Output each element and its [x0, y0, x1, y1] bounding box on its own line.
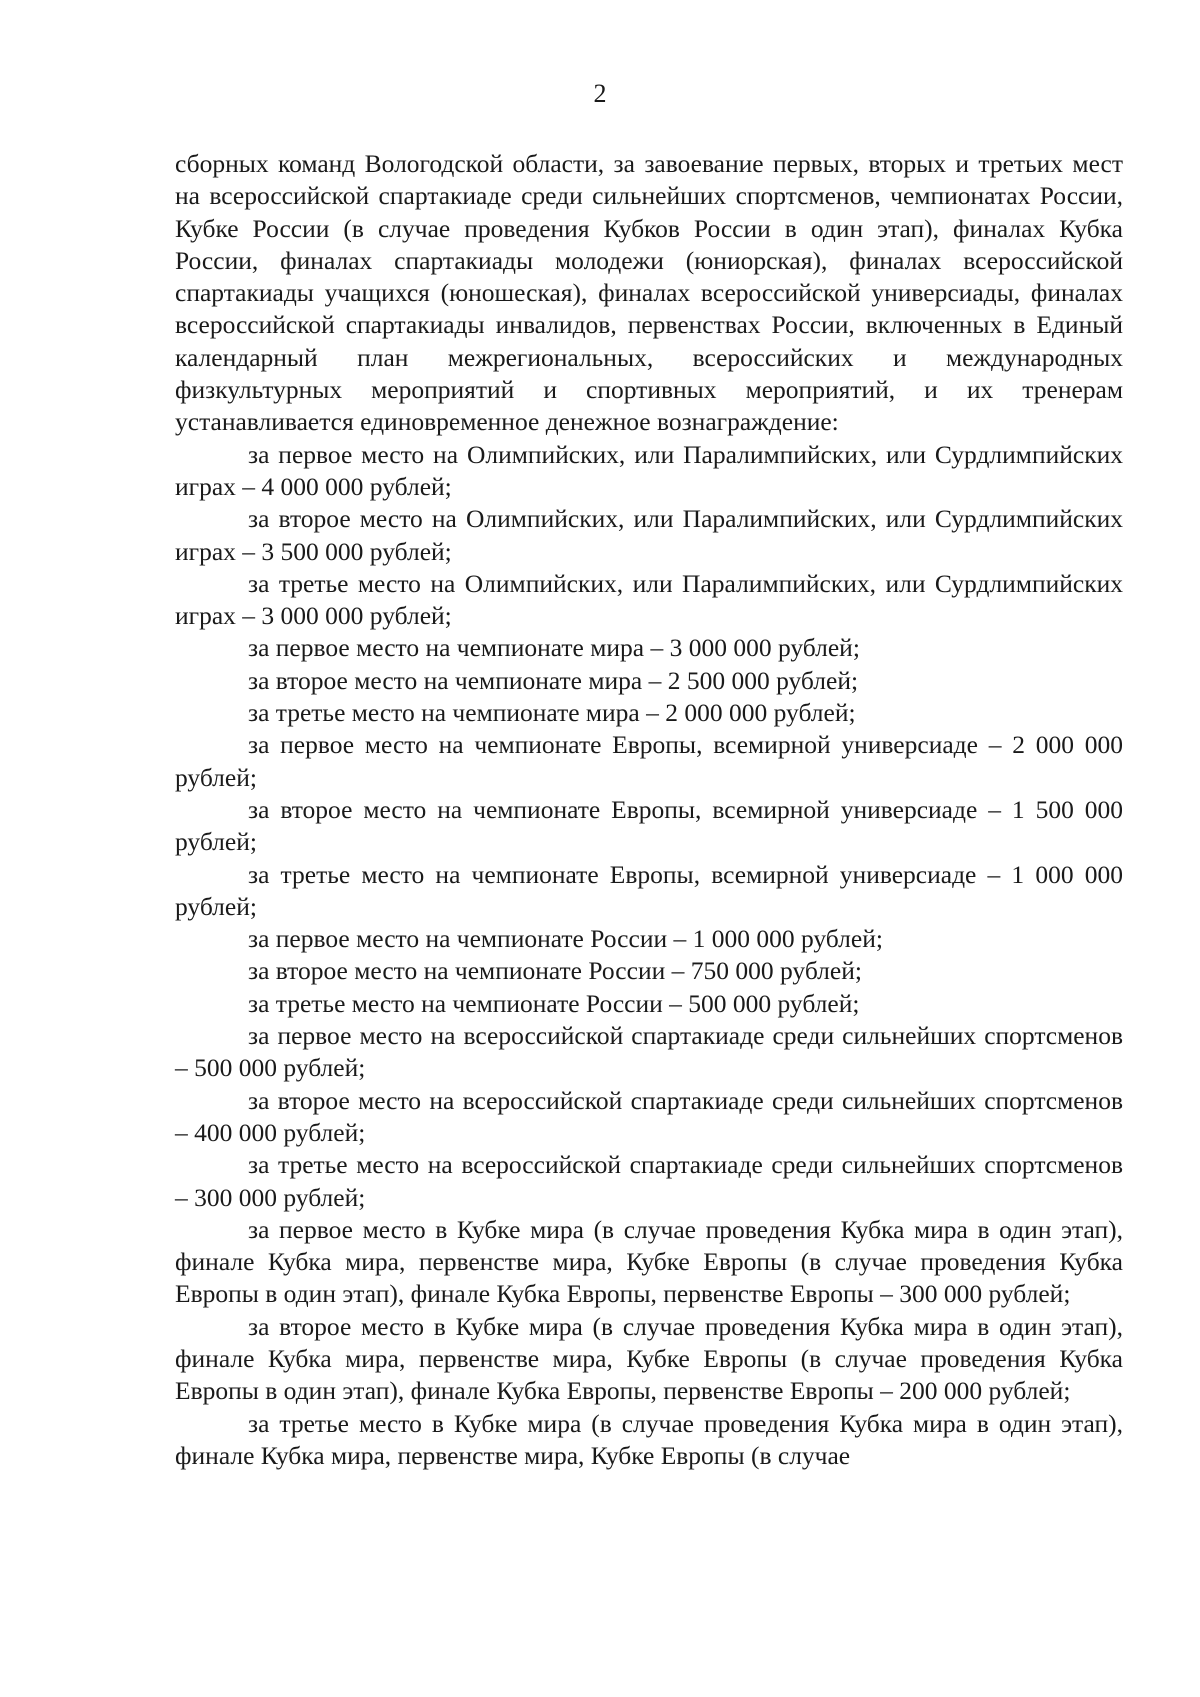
paragraph-world-first: за первое место на чемпионате мира – 3 000 000 рублей; [248, 633, 860, 663]
document-body [175, 148, 1123, 1472]
paragraph-spartakiad-first: за первое место на всероссийской спартакиаде среди сильнейших спортсменов – 500 000 рублей; [175, 1021, 1123, 1083]
paragraph-russia-first: за первое место на чемпионате России – 1 000 000 рублей; [248, 924, 883, 954]
paragraph-worldcup-first: за первое место в Кубке мира (в случае проведения Кубка мира в один этап), финале Кубка мира, первенстве мира, Кубке Европы (в случае проведения Кубка Европы в один этап), финале Кубка Европы, первенстве Европы – 300 000 рублей; [175, 1214, 1123, 1309]
paragraph-olympic-first: за первое место на Олимпийских, или Паралимпийских, или Сурдлимпийских играх – 4 000 000 рублей; [175, 439, 1123, 501]
paragraph-europe-first: за первое место на чемпионате Европы, всемирной универсиаде – 2 000 000 рублей; [175, 730, 1123, 792]
paragraph-worldcup-third: за третье место в Кубке мира (в случае проведения Кубка мира в один этап), финале Кубка мира, первенстве мира, Кубке Европы (в случае [175, 1408, 1123, 1470]
paragraph-spartakiad-second: за второе место на всероссийской спартакиаде среди сильнейших спортсменов – 400 000 рублей; [175, 1085, 1123, 1147]
paragraph-russia-third: за третье место на чемпионате России – 500 000 рублей; [248, 988, 860, 1018]
paragraph-russia-second: за второе место на чемпионате России – 750 000 рублей; [248, 956, 862, 986]
paragraph-olympic-third: за третье место на Олимпийских, или Паралимпийских, или Сурдлимпийских играх – 3 000 000 рублей; [175, 568, 1123, 631]
paragraph-spartakiad-third: за третье место на всероссийской спартакиаде среди сильнейших спортсменов – 300 000 рублей; [175, 1150, 1123, 1212]
paragraph-olympic-second: за второе место на Олимпийских, или Паралимпийских, или Сурдлимпийских играх – 3 500 000 рублей; [175, 504, 1123, 566]
paragraph-world-third: за третье место на чемпионате мира – 2 000 000 рублей; [248, 698, 856, 728]
paragraph-intro: сборных команд Вологодской области, за завоевание первых, вторых и третьих мест на всероссийской спартакиаде среди сильнейших спортсменов, чемпионатах России, Кубке России (в случае проведения Кубков России в один этап), финалах Кубка России, финалах спартакиады молодежи (юниорская), финалах всероссийской спартакиады учащихся (юношеская), финалах всероссийской универсиады, финалах всероссийской спартакиады инвалидов, первенствах России, включенных в Единый календарный план межрегиональных, всероссийских и международных физкультурных мероприятий и спортивных мероприятий, и их тренерам устанавливается единовременное денежное вознаграждение: [175, 149, 1123, 437]
paragraph-world-second: за второе место на чемпионате мира – 2 500 000 рублей; [248, 665, 859, 695]
paragraph-europe-second: за второе место на чемпионате Европы, всемирной универсиаде – 1 500 000 рублей; [175, 794, 1123, 857]
page-number: 2 [593, 79, 607, 108]
paragraph-europe-third: за третье место на чемпионате Европы, всемирной универсиаде – 1 000 000 рублей; [175, 859, 1123, 921]
paragraph-worldcup-second: за второе место в Кубке мира (в случае проведения Кубка мира в один этап), финале Кубка мира, первенстве мира, Кубке Европы (в случае проведения Кубка Европы в один этап), финале Кубка Европы, первенстве Европы – 200 000 рублей; [175, 1311, 1123, 1406]
